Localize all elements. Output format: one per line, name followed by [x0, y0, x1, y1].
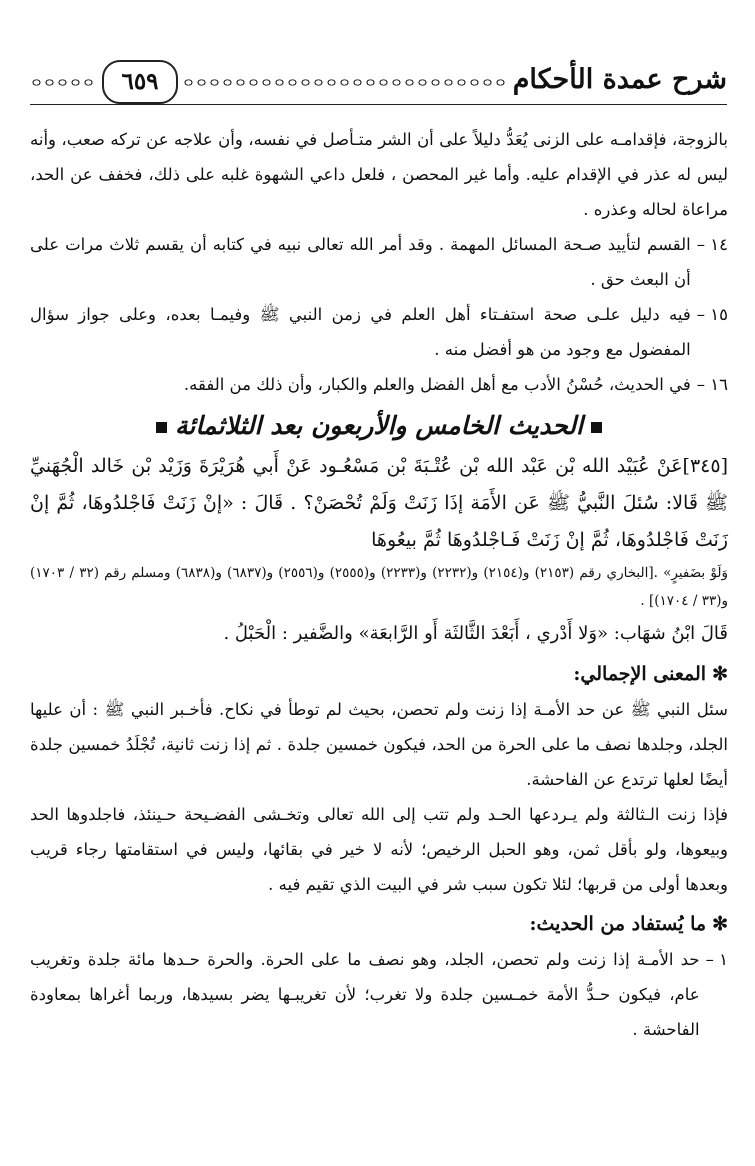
numbered-point	[30, 227, 728, 297]
takhrij-line: ومسلم رقم (٣٢ / ١٧٠٣) و(٣٣ / ١٧٠٤)] .	[30, 565, 728, 609]
ibn-shihab-line: قَالَ ابْنُ شهَاب: «وَلا أَدْري ، أَبَعْدَ الثَّالثَة أَو الرَّابعَة» والضَّفير : الْحَبْلُ .	[223, 623, 728, 644]
point-text	[30, 297, 691, 367]
page-header	[30, 60, 727, 108]
benefits-heading	[30, 906, 728, 942]
ibn-shihab-statement	[30, 615, 728, 652]
point-number: ١٥ –	[696, 305, 728, 324]
general-meaning-heading-text: المعنى الإجمالي:	[573, 663, 707, 685]
point-text	[30, 942, 700, 1047]
hadith-line: قَالَ : «إنْ زَنَتْ فَاجْلدُوهَا، ثُمَّ إنْ زَنَتْ فَاجْلدُوهَا، ثُمَّ إنْ زَنَتْ فَـاجْلدُوهَا ثُمَّ بيعُوهَا	[30, 492, 728, 551]
hadith-line: وَلَوْ بضَفيرٍ» .[البخاري رقم (٢١٥٣) و(٢١٥٤) و(٢٢٣٢) و(٢٢٣٣) و(٢٥٥٥) و(٢٥٥٦) و(٦٨٣٧) و(٦٨٣٨)	[175, 565, 728, 581]
point-line: حد الأمـة إذا زنت ولم تحصن، الجلد، وهو نصف ما على الحرة. والحرة حـدها مائة	[127, 950, 700, 969]
page-content	[30, 122, 728, 1047]
asterisk-icon: ✻	[712, 663, 728, 685]
page-number: ٦٥٩	[102, 60, 178, 104]
point-text	[30, 227, 691, 297]
point-line: مرات على أن البعث حق .	[30, 235, 691, 289]
hadith-text	[30, 448, 728, 559]
numbered-point	[30, 297, 728, 367]
benefit-point	[30, 942, 728, 1047]
point-line: جلدة وتغريب عام، فيكون حـدُّ الأمة خمـسين جلدة ولا تغرب؛ لأن تغريبـها يضر	[30, 950, 700, 1004]
numbered-point	[30, 367, 728, 402]
general-meaning-heading	[30, 656, 728, 692]
hadith-title	[30, 404, 728, 448]
point-line: في الحديث، حُسْنُ الأدب مع أهل الفضل والعلم والكبار، وأن ذلك من الفقه.	[183, 375, 691, 394]
point-line: جواز سؤال المفضول مع وجود من هو أفضل منه .	[30, 305, 691, 359]
intro-paragraph	[30, 122, 728, 227]
header-ornament-small	[30, 77, 95, 88]
header-rule	[30, 104, 727, 105]
meaning-line: استقامتها رجاء قريب وبعدها أولى من قربها؛ لئلا تكون سبب شر في البيت الذي تقيم فيه .	[30, 840, 728, 894]
square-bullet-icon	[156, 422, 167, 433]
meaning-line: فإذا زنت الـثالثة ولم يـردعها الحـد ولم تتب إلى الله تعالى وتخـشى الفضـيحة حـينئذ،	[132, 805, 728, 824]
point-number: ١ –	[705, 950, 728, 969]
general-meaning-paragraph	[30, 797, 728, 902]
header-ornament	[182, 77, 507, 88]
hadith-title-text: الحديث الخامس والأربعون بعد الثلاثمائة	[175, 411, 583, 440]
general-meaning-paragraph	[30, 692, 728, 797]
asterisk-icon: ✻	[712, 913, 728, 935]
meaning-line: النبي ﷺ : أن عليها الجلد، وجلدها نصف ما على الحرة من الحد، فيكون خمسين جلدة .	[30, 700, 729, 754]
meaning-line: ثم إذا زنت ثانية، تُجْلَدُ خمسين جلدة أيضًا لعلها ترتدع عن الفاحشة.	[30, 735, 728, 789]
book-title: شرح عمدة الأحكام	[512, 64, 727, 95]
hadith-line: الْجُهَنيِّ ﷺ قَالا: سُئلَ النَّبيُّ ﷺ عَن الأَمَة إذَا زَنَتْ وَلَمْ تُحْصَنْ؟ .	[30, 455, 728, 514]
point-number: ١٤ –	[696, 235, 728, 254]
square-bullet-icon	[591, 422, 602, 433]
point-line: القسم لتأييد صـحة المسائل المهمة . وقد أمر الله تعالى نبيه في كتابه أن يقسم ثلاث	[109, 235, 691, 254]
intro-line: عن تركه صعب، وأنه ليس له عذر في الإقدام عليه. وأما غير المحصن ، فلعل داعي	[30, 130, 729, 184]
meaning-line: سئل النبي ﷺ عن حد الأمـة إذا زنت ولم تحصن، بحيث لم توطأ في نكاح. فأخـبر	[170, 700, 728, 719]
point-number: ١٦ –	[696, 375, 728, 394]
hadith-reference	[30, 559, 728, 615]
intro-line: بالزوجة، فإقدامـه على الزنى يُعَدُّ دليلاً على أن الشر متـأصل في نفسه، وأن علاجه	[174, 130, 728, 149]
point-line: فيه دليل علـى صحة استفـتاء أهل العلم في زمن النبي ﷺ وفيمـا بعده، وعلى	[118, 305, 691, 324]
point-text	[30, 367, 691, 402]
hadith-line: [٣٤٥]عَنْ عُبَيْد الله بْن عَبْد الله بْن عُتْـبَةَ بْن مَسْعُـود عَنْ أَبي هُرَيْرَةَ وَزَيْد بْن خَالد	[90, 455, 728, 477]
point-line: بسيدها، وربما أغراها بمعاودة الفاحشة .	[30, 985, 700, 1039]
intro-line: الشهوة غلبه على ذلك، فخفف عن الحد، مراعاة لحاله وعذره .	[30, 165, 728, 219]
benefits-heading-text: ما يُستفاد من الحديث:	[529, 913, 707, 935]
meaning-line: فاجلدوها الحد وبيعوها، ولو بأقل ثمن، وهو الحبل الرخيص؛ لأنه لا خير في بقائها، وليس في	[30, 805, 729, 859]
